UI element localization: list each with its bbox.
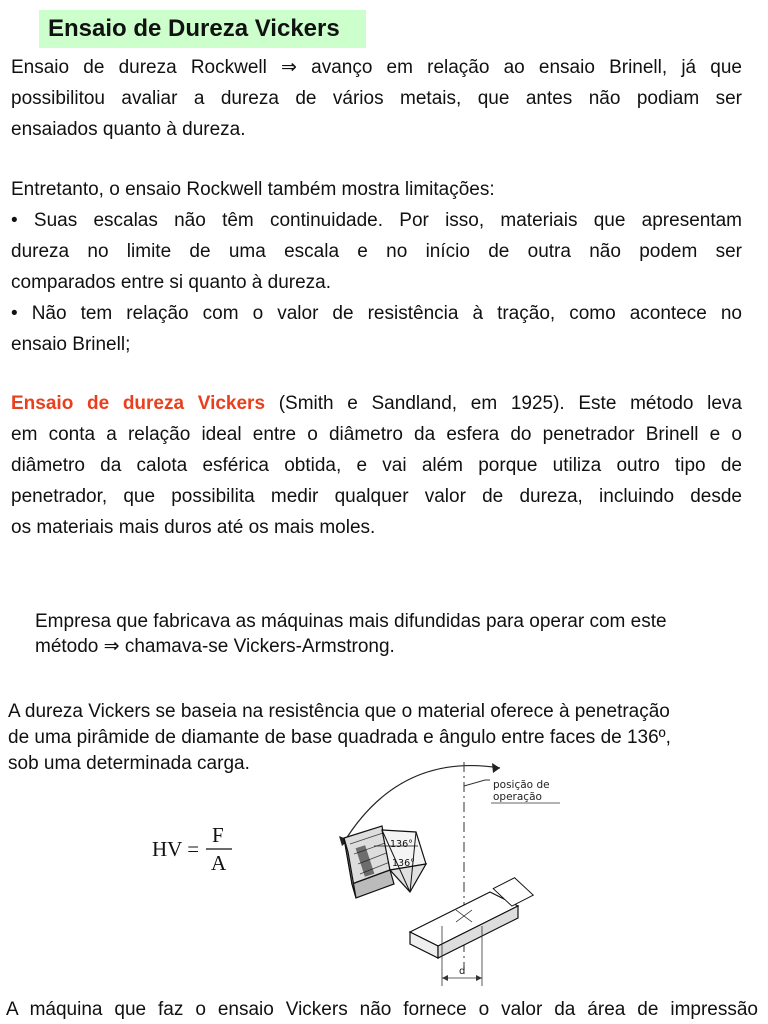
formula-denominator: A <box>211 851 227 875</box>
intro-paragraph <box>11 52 742 145</box>
intro-line-3: ensaiados quanto à dureza. <box>11 119 246 140</box>
vickers-machine-diagram <box>330 760 570 997</box>
vickers-line-5: os materiais mais duros até os mais moles. <box>11 517 376 538</box>
bullet1-line-1: • Suas escalas não têm continuidade. Por isso, materiais que apresentam <box>11 210 742 231</box>
hv-formula-graphic <box>150 822 260 878</box>
limitations-heading: Entretanto, o ensaio Rockwell também mostra limitações: <box>11 179 495 200</box>
hv-formula <box>150 822 260 884</box>
arc-arrow-head <box>492 763 500 773</box>
vickers-line-1-rest: (Smith e Sandland, em 1925). Este método leva <box>265 393 742 414</box>
label-position-line2: operação <box>493 791 542 803</box>
basis-line-2: de uma pirâmide de diamante de base quadrada e ângulo entre faces de 136º, <box>8 727 671 748</box>
specimen-plate <box>410 878 533 958</box>
bottom-text: A máquina que faz o ensaio Vickers não fornece o valor da área de impressão <box>6 999 758 1020</box>
formula-numerator: F <box>212 823 224 847</box>
bullet2-line-1: • Não tem relação com o valor de resistência à tração, como acontece no <box>11 303 742 324</box>
vickers-line-4: penetrador, que possibilita medir qualquer valor de dureza, incluindo desde <box>11 486 742 507</box>
formula-lhs: HV = <box>152 837 200 861</box>
dimension-label: d <box>459 966 466 977</box>
basis-line-3: sob uma determinada carga. <box>8 753 250 774</box>
angle-label-1: 136° <box>390 839 413 850</box>
company-line-2: método ⇒ chamava-se Vickers-Armstrong. <box>35 636 395 657</box>
intro-line-2: possibilitou avaliar a dureza de vários metais, que antes não podiam ser <box>11 88 742 109</box>
company-line-1: Empresa que fabricava as máquinas mais difundidas para operar com este <box>35 611 667 632</box>
label-leader <box>464 780 490 786</box>
intro-line-1: Ensaio de dureza Rockwell ⇒ avanço em relação ao ensaio Brinell, já que <box>11 57 742 78</box>
company-paragraph <box>35 609 755 659</box>
angle-label-2: 136° <box>392 858 415 869</box>
bullet1-line-2: dureza no limite de uma escala e no início de outra não podem ser <box>11 241 742 262</box>
vickers-line-3: diâmetro da calota esférica obtida, e vai além porque utiliza outro tipo de <box>11 455 742 476</box>
vickers-paragraph <box>11 388 742 543</box>
bullet2-line-2: ensaio Brinell; <box>11 334 131 355</box>
limitations-paragraph <box>11 174 742 360</box>
basis-line-1: A dureza Vickers se baseia na resistência que o material oferece à penetração <box>8 701 670 722</box>
vickers-line-1 <box>11 388 742 419</box>
page-title: Ensaio de Dureza Vickers <box>39 10 366 48</box>
diagram-svg <box>330 760 570 992</box>
bullet1-line-3: comparados entre si quanto à dureza. <box>11 272 332 293</box>
label-position-line1: posição de <box>493 779 550 791</box>
vickers-highlight: Ensaio de dureza Vickers <box>11 393 266 414</box>
vickers-line-2: em conta a relação ideal entre o diâmetro da esfera do penetrador Brinell e o <box>11 424 742 445</box>
